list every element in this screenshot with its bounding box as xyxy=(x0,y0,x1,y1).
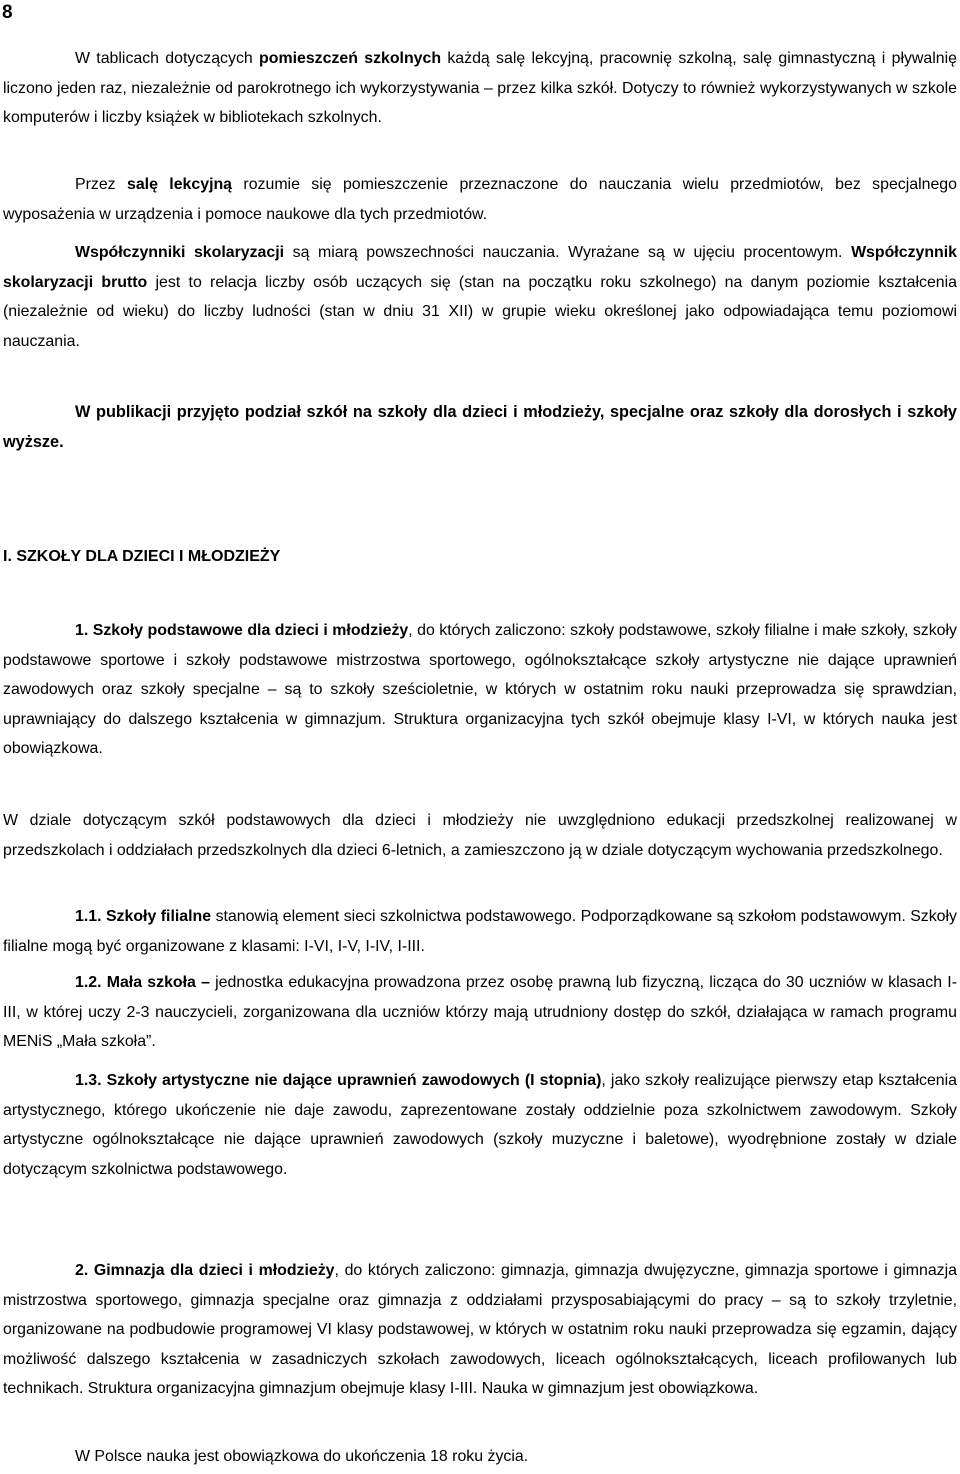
paragraph-compulsory-education: W Polsce nauka jest obowiązkowa do ukończenia 18 roku życia. xyxy=(75,1448,529,1465)
paragraph-enrolment-rates: Współczynniki skolaryzacji są miarą powszechności nauczania. Wyrażane są w ujęciu procentowym. Współczynnik skolaryzacji brutto jest to relacja liczby osób uczących się (stan na początku roku szkolnego) na danym poziomie kształcenia (niezależnie od wieku) do liczby ludności (stan w dniu 31 XII) w grupie wieku określonej jako odpowiadająca temu poziomowi nauczania. xyxy=(3,244,958,350)
bold-term: salę lekcyjną xyxy=(127,176,233,193)
bold-term: Współczynnik skolaryzacji brutto xyxy=(3,244,958,291)
paragraph-classroom-definition: Przez salę lekcyjną rozumie się pomieszczenie przeznaczone do nauczania wielu przedmiotów, bez specjalnego wyposażenia w urządzenia i pomoce naukowe dla tych przedmiotów. xyxy=(3,176,957,223)
bold-term: 1. Szkoły podstawowe dla dzieci i młodzieży xyxy=(75,622,409,639)
paragraph-preschool-note: W dziale dotyczącym szkół podstawowych dla dzieci i młodzieży nie uwzględniono edukacji przedszkolnej realizowanej w przedszkolach i oddziałach przedszkolnych dla dzieci 6-letnich, a zamieszczono ją w dziale dotyczącym wychowania przedszkolnego. xyxy=(3,812,957,859)
bold-term: 1.2. Mała szkoła – xyxy=(75,974,216,991)
paragraph-art-schools: 1.3. Szkoły artystyczne nie dające uprawnień zawodowych (I stopnia), jako szkoły realizujące pierwszy etap kształcenia artystycznego, którego ukończenie nie daje zawodu, zaprezentowane zostały oddzielnie poza szkolnictwem zawodowym. Szkoły artystyczne ogólnokształcące nie dające uprawnień zawodowych (szkoły muzyczne i baletowe), wyodrębnione zostały w dziale dotyczącym szkolnictwa podstawowego. xyxy=(3,1072,957,1178)
paragraph-primary-schools: 1. Szkoły podstawowe dla dzieci i młodzieży, do których zaliczono: szkoły podstawowe, szkoły filialne i małe szkoły, szkoły podstawowe sportowe i szkoły podstawowe mistrzostwa sportowego, ogólnokształcące szkoły artystyczne nie dające uprawnień zawodowych oraz szkoły specjalne – są to szkoły sześcioletnie, w których w ostatnim roku nauki przeprowadza się sprawdzian, uprawniający do dalszego kształcenia w gimnazjum. Struktura organizacyjna tych szkół obejmuje klasy I-VI, w których nauka jest obowiązkowa. xyxy=(3,622,957,758)
bold-term: 1.1. Szkoły filialne xyxy=(75,908,212,925)
page-number: 8 xyxy=(2,2,13,23)
bold-term: 1.3. Szkoły artystyczne nie dające uprawnień zawodowych (I stopnia) xyxy=(75,1072,602,1089)
paragraph-branch-schools: 1.1. Szkoły filialne stanowią element sieci szkolnictwa podstawowego. Podporządkowane są szkołom podstawowym. Szkoły filialne mogą być organizowane z klasami: I-VI, I-V, I-IV, I-III. xyxy=(3,908,957,955)
bold-term: 2. Gimnazja dla dzieci i młodzieży xyxy=(75,1262,335,1279)
paragraph-publication-division: W publikacji przyjęto podział szkół na szkoły dla dzieci i młodzieży, specjalne oraz szkoły dla dorosłych i szkoły wyższe. xyxy=(3,403,957,451)
bold-term: pomieszczeń szkolnych xyxy=(259,50,442,67)
paragraph-small-school: 1.2. Mała szkoła – jednostka edukacyjna prowadzona przez osobę prawną lub fizyczną, licząca do 30 uczniów w klasach I-III, w której uczy 2-3 nauczycieli, zorganizowana dla uczniów którzy mają utrudniony dostęp do szkół, działająca w ramach programu MENiS „Mała szkoła”. xyxy=(3,974,957,1051)
paragraph-lower-secondary: 2. Gimnazja dla dzieci i młodzieży, do których zaliczono: gimnazja, gimnazja dwujęzyczne, gimnazja sportowe i gimnazja mistrzostwa sportowego, gimnazja specjalne oraz gimnazja z oddziałami przysposabiającymi do pracy – są to szkoły trzyletnie, organizowane na podbudowie programowej VI klasy podstawowej, w których w ostatnim roku nauki przeprowadza się egzamin, dający możliwość dalszego kształcenia w zasadniczych szkołach zawodowych, liceach ogólnokształcących, liceach profilowanych lub technikach. Struktura organizacyjna gimnazjum obejmuje klasy I-III. Nauka w gimnazjum jest obowiązkowa. xyxy=(3,1262,957,1398)
section-heading: I. SZKOŁY DLA DZIECI I MŁODZIEŻY xyxy=(3,548,281,565)
paragraph-school-rooms: W tablicach dotyczących pomieszczeń szkolnych każdą salę lekcyjną, pracownię szkolną, salę gimnastyczną i pływalnię liczono jeden raz, niezależnie od parokrotnego ich wykorzystywania – przez kilka szkół. Dotyczy to również wykorzystywanych w szkole komputerów i liczby książek w bibliotekach szkolnych. xyxy=(3,50,957,127)
bold-term: Współczynniki skolaryzacji xyxy=(75,244,285,261)
